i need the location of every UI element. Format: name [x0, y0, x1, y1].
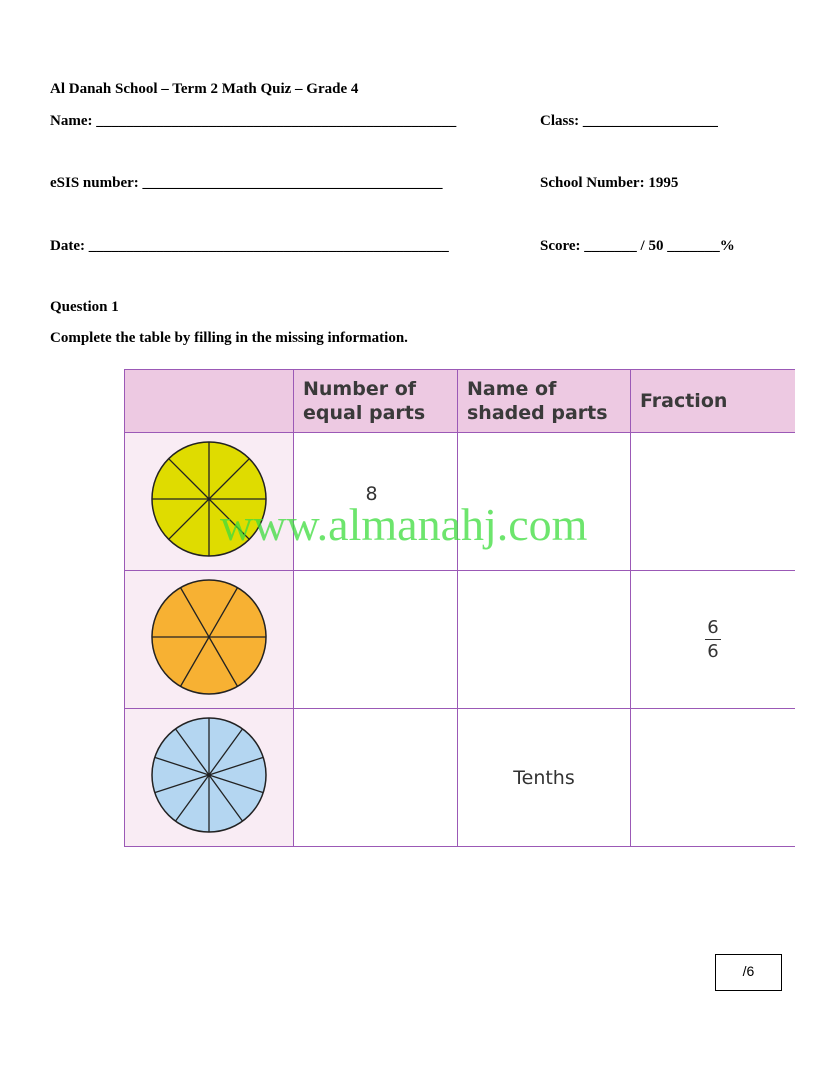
fractions-table — [124, 369, 795, 847]
school-number: School Number: 1995 — [540, 175, 679, 191]
blue-circle-cell — [125, 709, 294, 847]
header-equal-parts: Number of equal parts — [294, 370, 458, 433]
page-score-box[interactable]: /6 — [715, 954, 782, 991]
header-fraction: Fraction — [631, 370, 796, 433]
blue-circle-10-parts-icon — [149, 715, 269, 835]
fraction-numerator: 6 — [707, 616, 719, 638]
shaded-name-cell[interactable] — [458, 571, 631, 709]
fraction-cell[interactable] — [631, 571, 796, 709]
quiz-title: Al Danah School – Term 2 Math Quiz – Grade 4 — [50, 81, 359, 97]
fraction-bar — [705, 639, 720, 641]
shaded-name-value: Tenths — [513, 766, 575, 789]
fraction-value — [707, 617, 718, 663]
equal-parts-cell[interactable] — [294, 709, 458, 847]
shaded-name-cell[interactable] — [458, 709, 631, 847]
date-field[interactable]: Date: ________________________________________________ — [50, 238, 449, 254]
score-field[interactable]: Score: _______ / 50 _______% — [540, 238, 735, 254]
equal-parts-value: 8 — [365, 482, 378, 505]
orange-circle-cell — [125, 571, 294, 709]
class-field[interactable]: Class: __________________ — [540, 113, 718, 129]
orange-circle-6-parts-icon — [149, 577, 269, 697]
esis-field[interactable]: eSIS number: ________________________________________ — [50, 175, 443, 191]
table-header-row — [125, 370, 796, 433]
header-shaded-parts: Name of shaded parts — [458, 370, 631, 433]
equal-parts-cell[interactable] — [294, 571, 458, 709]
watermark: www.almanahj.com — [220, 499, 588, 550]
fraction-cell[interactable] — [631, 433, 796, 571]
fraction-denominator: 6 — [707, 641, 719, 663]
table-row — [125, 709, 796, 847]
header-image-column — [125, 370, 294, 433]
fraction-cell[interactable] — [631, 709, 796, 847]
name-field[interactable]: Name: ________________________________________________ — [50, 113, 457, 129]
question-label: Question 1 — [50, 299, 119, 315]
question-instruction: Complete the table by filling in the missing information. — [50, 330, 408, 346]
table-row — [125, 571, 796, 709]
